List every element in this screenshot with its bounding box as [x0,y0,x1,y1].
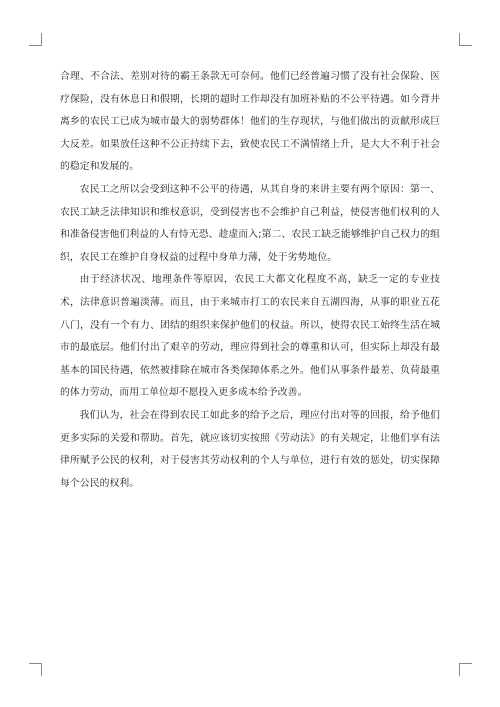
crop-mark-bottom-left [29,663,42,676]
paragraph-4: 我们认为，社会在得到农民工如此多的给予之后，理应付出对等的回报，给予他们更多实际的关爱和帮助。首先，就应该切实按照《劳动法》的有关规定，让他们享有法律所赋予公民的权利，对于侵害其劳动权利的个人与单位，进行有效的惩处，切实保障每个公民的权利。 [60,409,440,489]
crop-mark-bottom-right [459,663,472,676]
crop-mark-top-left [29,33,42,46]
paragraph-1: 合理、不合法、差别对待的霸王条款无可奈何。他们已经普遍习惯了没有社会保险、医疗保险，没有休息日和假期，长期的超时工作却没有加班补贴的不公平待遇。如今背井离乡的农民工已成为城市最大的弱势群体！他们的生存现状，与他们做出的贡献形成巨大反差。如果放任这种不公正持续下去，致使农民工不满情绪上升，是大大不利于社会的稳定和发展的。 [60,71,440,173]
paragraph-2: 农民工之所以会受到这种不公平的待遇，从其自身的来讲主要有两个原因：第一、农民工缺乏法律知识和维权意识，受到侵害也不会维护自己利益，使侵害他们权利的人和准备侵害他们利益的人有恃无恐、趁虚而入;第二、农民工缺乏能够维护自己权力的组织，农民工在维护自身权益的过程中身单力薄，处于劣势地位。 [60,183,440,263]
paragraph-3: 由于经济状况、地理条件等原因，农民工大都文化程度不高，缺乏一定的专业技术，法律意识普遍淡薄。而且，由于来城市打工的农民来自五湖四海，从事的职业五花八门，没有一个有力、团结的组织来保护他们的权益。所以，使得农民工始终生活在城市的最底层。他们付出了艰辛的劳动，理应得到社会的尊重和认可，但实际上却没有最基本的国民待遇，依然被排除在城市各类保障体系之外。他们从事条件最差、负荷最重的体力劳动，而用工单位却不愿投入更多成本给予改善。 [60,274,440,399]
crop-mark-top-right [459,33,472,46]
document-body [60,66,440,495]
